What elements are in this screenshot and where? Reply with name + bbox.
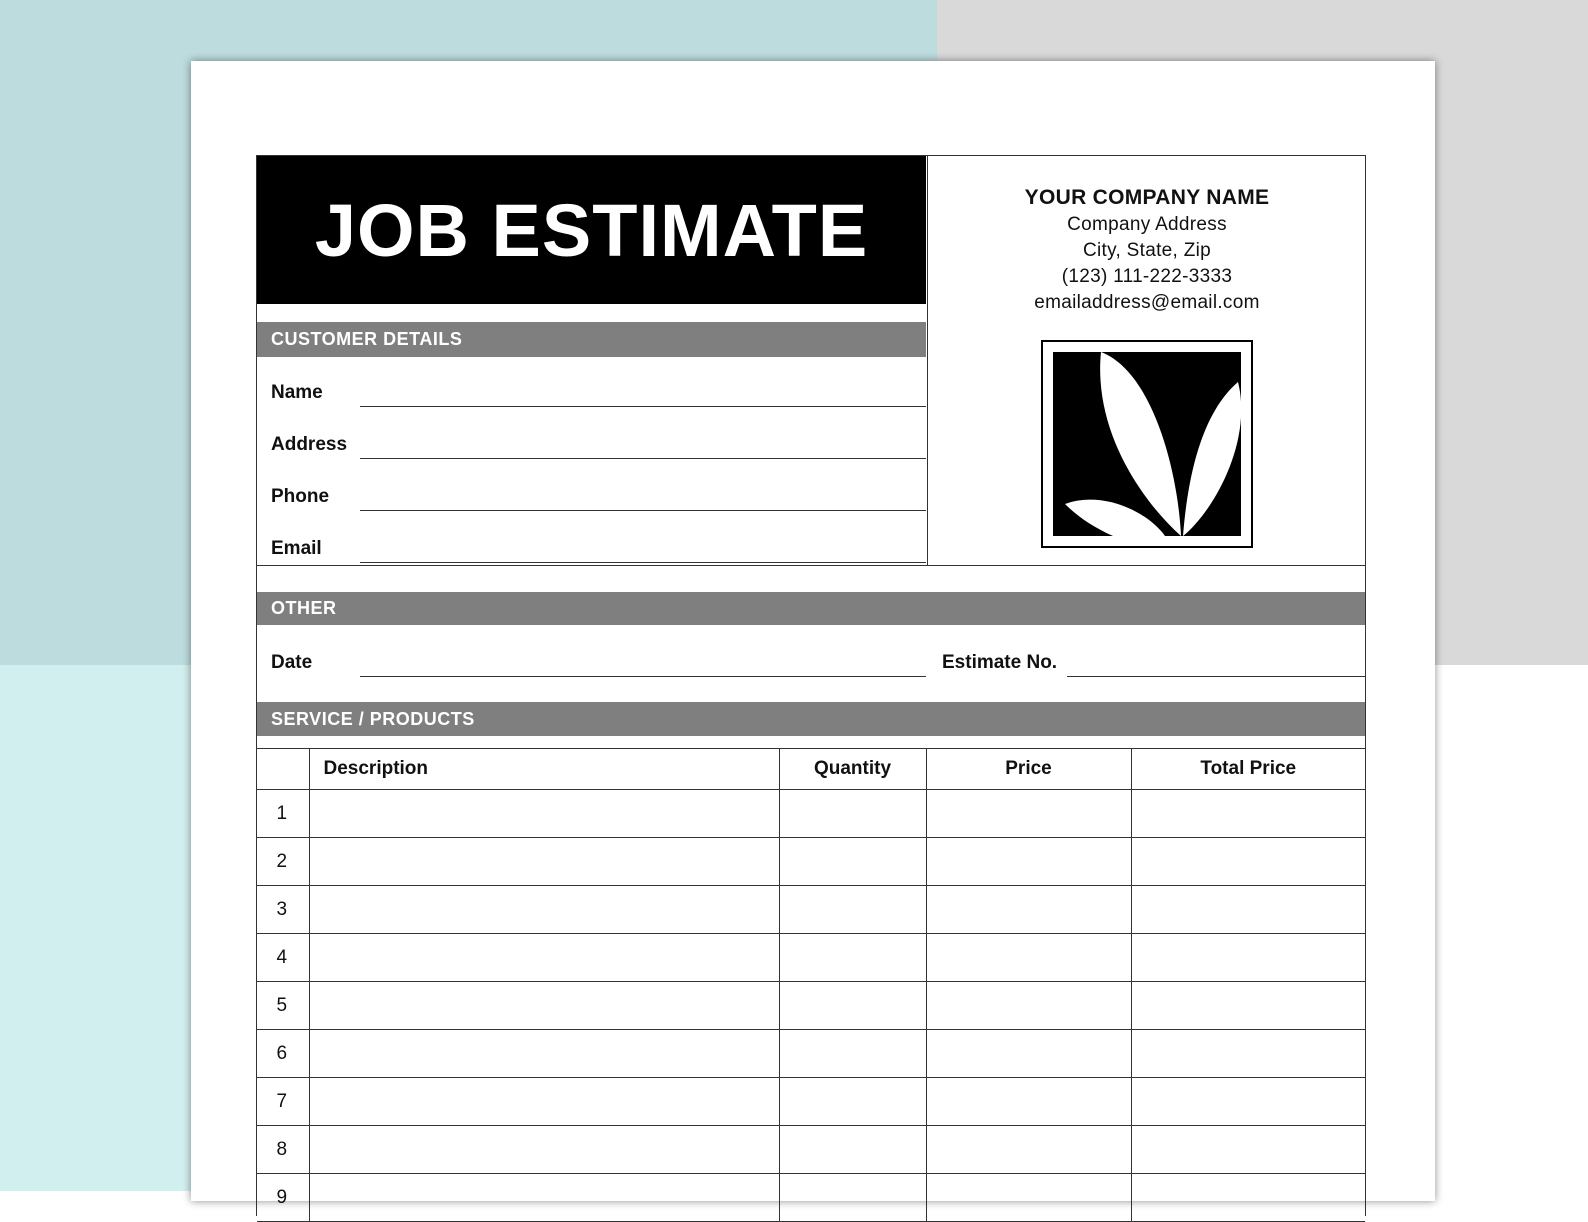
description-cell[interactable] [309, 1030, 779, 1078]
table-row [257, 886, 1365, 934]
company-logo [1041, 340, 1253, 548]
table-row [257, 934, 1365, 982]
row-number: 3 [257, 886, 309, 934]
company-info [927, 156, 1366, 565]
price-cell[interactable] [926, 886, 1131, 934]
total-price-cell[interactable] [1131, 982, 1365, 1030]
company-name: YOUR COMPANY NAME [1024, 186, 1270, 209]
description-cell[interactable] [309, 1126, 779, 1174]
description-cell[interactable] [309, 790, 779, 838]
description-cell[interactable] [309, 1174, 779, 1222]
items-table [257, 748, 1365, 1222]
price-cell[interactable] [926, 838, 1131, 886]
estimate-no-field[interactable] [1067, 676, 1365, 677]
total-price-cell[interactable] [1131, 790, 1365, 838]
name-label: Name [271, 382, 323, 403]
date-field[interactable] [360, 676, 926, 677]
email-label: Email [271, 538, 322, 559]
total-price-cell[interactable] [1131, 1174, 1365, 1222]
quantity-header: Quantity [779, 749, 926, 790]
row-number: 2 [257, 838, 309, 886]
company-email: emailaddress@email.com [1034, 292, 1260, 313]
total-price-cell[interactable] [1131, 934, 1365, 982]
document-title: JOB ESTIMATE [314, 188, 869, 272]
table-row [257, 1078, 1365, 1126]
date-label: Date [271, 652, 313, 673]
total-price-cell[interactable] [1131, 1126, 1365, 1174]
table-row [257, 790, 1365, 838]
price-cell[interactable] [926, 1126, 1131, 1174]
description-cell[interactable] [309, 982, 779, 1030]
price-cell[interactable] [926, 934, 1131, 982]
description-cell[interactable] [309, 934, 779, 982]
price-cell[interactable] [926, 1078, 1131, 1126]
quantity-cell[interactable] [779, 838, 926, 886]
description-cell[interactable] [309, 838, 779, 886]
title-banner [257, 156, 926, 304]
table-header-row [257, 749, 1365, 790]
table-row [257, 1126, 1365, 1174]
name-field[interactable] [360, 406, 926, 407]
estimate-no-label: Estimate No. [942, 652, 1058, 673]
quantity-cell[interactable] [779, 934, 926, 982]
description-cell[interactable] [309, 1078, 779, 1126]
company-address: Company Address [1067, 214, 1227, 235]
total-price-cell[interactable] [1131, 1030, 1365, 1078]
total-price-cell[interactable] [1131, 886, 1365, 934]
phone-field[interactable] [360, 510, 926, 511]
row-number: 8 [257, 1126, 309, 1174]
email-field[interactable] [360, 562, 926, 563]
row-number: 1 [257, 790, 309, 838]
total-price-cell[interactable] [1131, 838, 1365, 886]
address-label: Address [271, 434, 348, 455]
company-phone: (123) 111-222-3333 [1061, 266, 1233, 287]
table-row [257, 1030, 1365, 1078]
phone-label: Phone [271, 486, 330, 507]
row-number: 6 [257, 1030, 309, 1078]
quantity-cell[interactable] [779, 982, 926, 1030]
customer-details-heading: CUSTOMER DETAILS [257, 322, 926, 357]
document-page [191, 61, 1435, 1208]
quantity-cell[interactable] [779, 886, 926, 934]
leaf-logo-icon [1053, 352, 1241, 536]
price-cell[interactable] [926, 982, 1131, 1030]
description-header: Description [309, 749, 779, 790]
total-price-header: Total Price [1131, 749, 1365, 790]
row-number: 4 [257, 934, 309, 982]
quantity-cell[interactable] [779, 1078, 926, 1126]
row-number-header [257, 749, 309, 790]
table-row [257, 838, 1365, 886]
quantity-cell[interactable] [779, 790, 926, 838]
total-price-cell[interactable] [1131, 1078, 1365, 1126]
quantity-cell[interactable] [779, 1174, 926, 1222]
estimate-form [256, 155, 1366, 1216]
company-city-state-zip: City, State, Zip [1083, 240, 1211, 261]
quantity-cell[interactable] [779, 1126, 926, 1174]
other-heading: OTHER [257, 592, 1365, 625]
price-cell[interactable] [926, 790, 1131, 838]
row-number: 9 [257, 1174, 309, 1222]
row-number: 5 [257, 982, 309, 1030]
price-cell[interactable] [926, 1030, 1131, 1078]
description-cell[interactable] [309, 886, 779, 934]
section-divider [257, 565, 1365, 566]
quantity-cell[interactable] [779, 1030, 926, 1078]
address-field[interactable] [360, 458, 926, 459]
service-products-heading: SERVICE / PRODUCTS [257, 702, 1365, 736]
price-cell[interactable] [926, 1174, 1131, 1222]
row-number: 7 [257, 1078, 309, 1126]
price-header: Price [926, 749, 1131, 790]
table-row [257, 982, 1365, 1030]
table-row [257, 1174, 1365, 1222]
